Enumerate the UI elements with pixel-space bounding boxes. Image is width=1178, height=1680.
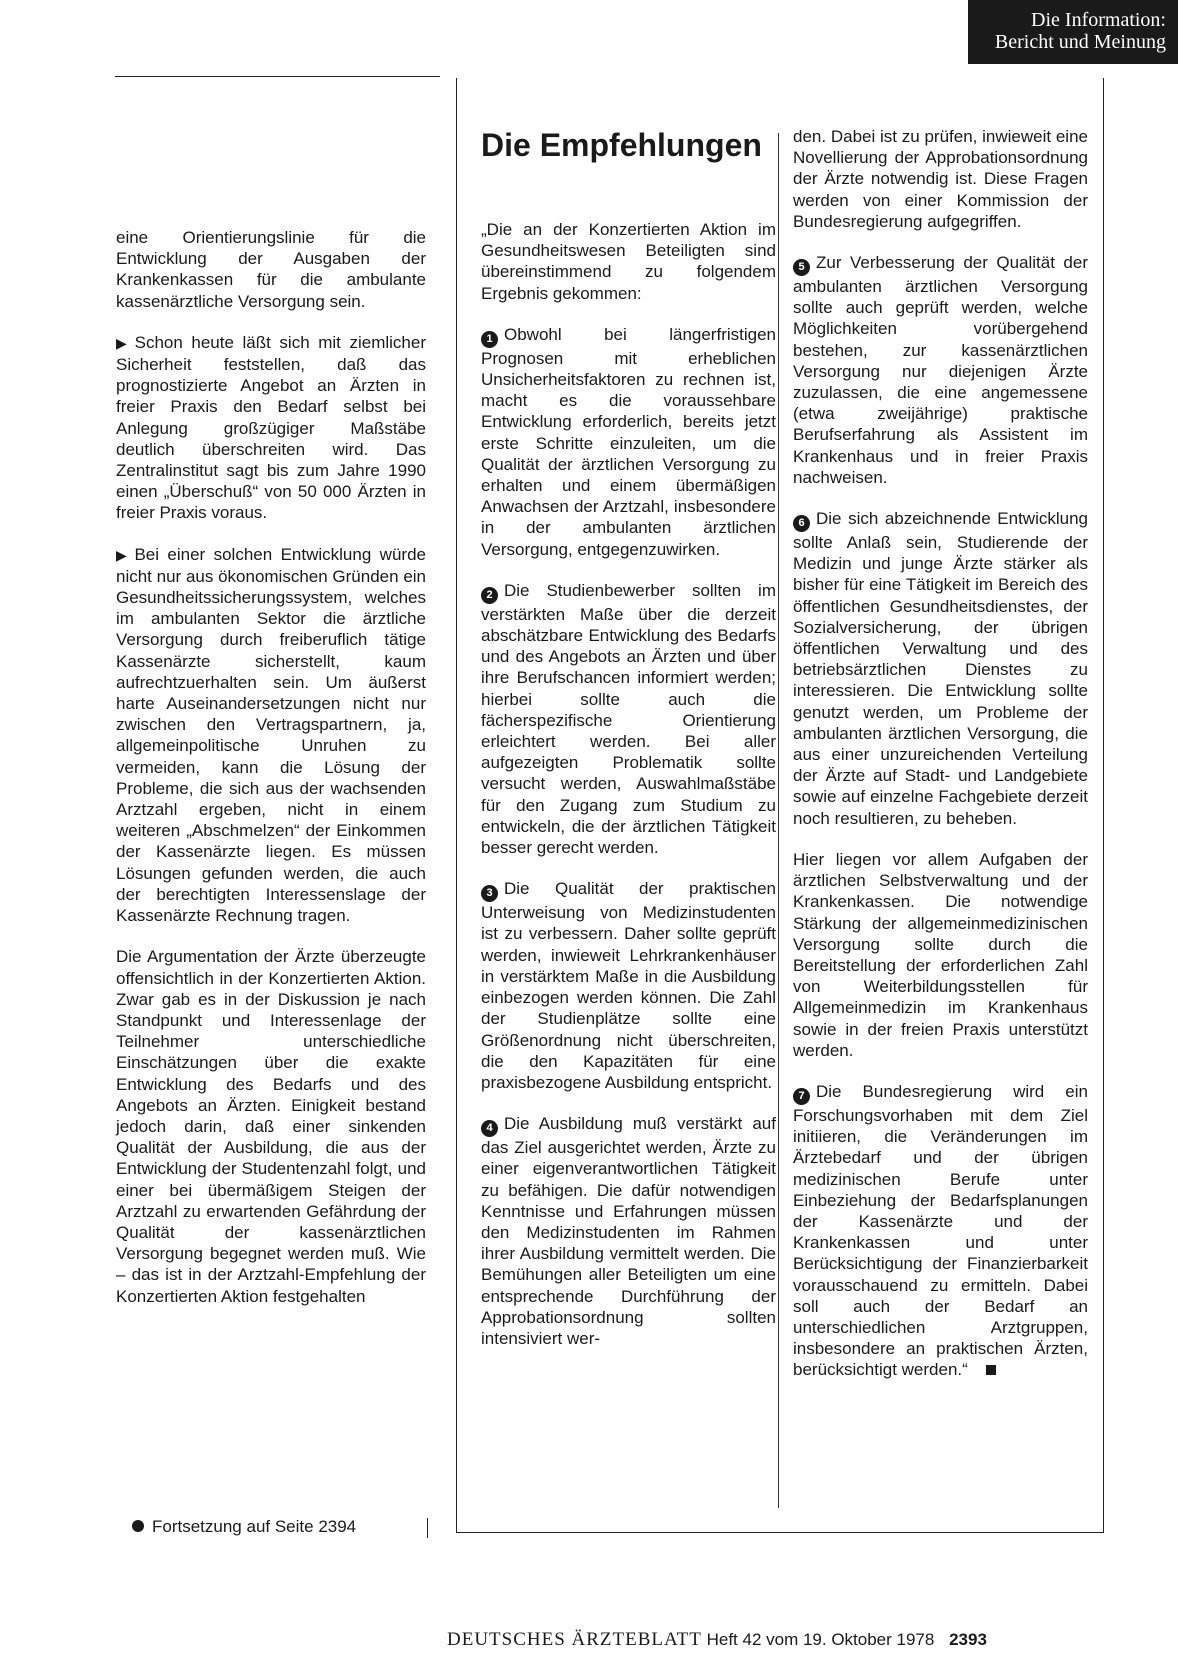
box-intro: „Die an der Konzertierten Aktion im Gesundheitswesen Beteiligten sind übereinstimmend zu folgendem Ergebnis gekommen: bbox=[481, 220, 776, 303]
recommendation-text: Die Bundesregierung wird ein Forschungsvorhaben mit dem Ziel initiieren, die Veränderungen im Ärztebedarf und der übrigen medizinischen Berufe unter Einbeziehung der Bedarfsplanungen der Kassenärzte und der Krankenkassen und unter Berücksichtigung der Finanzierbarkeit vorausschauend zu ermitteln. Dabei soll auch der Bedarf an unterschiedlichen Arztgruppen, insbesondere an praktischen Ärzten, berücksichtigt werden.“ bbox=[793, 1081, 1088, 1380]
recommendation-text: Obwohl bei längerfristigen Prognosen mit erheblichen Unsicherheitsfaktoren zu rechnen ist, macht es die voraussehbare Entwicklung erforderlich, bereits jetzt erste Schritte einzuleiten, um die Qualität der ärztlichen Versorgung zu erhalten und einem übermäßigen Anwachsen der Arztzahl, insbesondere in der ambulanten ärztlichen Versorgung, entgegenzuwirken. bbox=[481, 324, 776, 559]
recommendation-item bbox=[793, 508, 1088, 829]
recommendation-item bbox=[481, 324, 776, 560]
continuation-note bbox=[132, 1516, 356, 1537]
left-paragraph: Die Argumentation der Ärzte überzeugte offensichtlich in der Konzertierten Aktion. Zwar gab es in der Diskussion je nach Standpunkt und Interessenlage der Teilnehmer unterschiedliche Einschätzungen über die exakte Entwicklung des Bedarfs und des Angebots an Ärzten. Einigkeit bestand jedoch darin, daß einer sinkenden Qualität der Ausbildung, die aus der Entwicklung der Studentenzahl folgt, und einer bei übermäßigem Steigen der Arztzahl zu erwartenden Gefährdung der Qualität der kassenärztlichen Versorgung begegnet werden muß. Wie – das ist in der Arztzahl-Empfehlung der Konzertierten Aktion festgehalten bbox=[116, 947, 426, 1306]
box-continued-text: den. Dabei ist zu prüfen, inwieweit eine Novellierung der Approbationsordnung der Ärzte notwendig ist. Diese Fragen werden von einer Kommission der Bundesregierung aufgegriffen. bbox=[793, 127, 1088, 231]
number-badge-icon: 7 bbox=[793, 1088, 810, 1105]
left-paragraph bbox=[116, 332, 426, 524]
arrow-icon: ▶ bbox=[116, 334, 131, 351]
recommendation-item bbox=[481, 580, 776, 858]
end-mark-icon bbox=[986, 1365, 996, 1375]
recommendations-box bbox=[456, 78, 1104, 1533]
box-title: Die Empfehlungen bbox=[481, 127, 762, 163]
issue-info: Heft 42 vom 19. Oktober 1978 bbox=[706, 1630, 935, 1649]
left-vertical-rule bbox=[427, 1518, 428, 1538]
recommendation-text: Die Qualität der praktischen Unterweisung von Medizinstudenten ist zu verbessern. Daher sollte geprüft werden, inwieweit Lehrkrankenhäuser in verstärktem Maße in die Ausbildung einbezogen werden können. Die Zahl der Studienplätze sollte eine Größenordnung nicht überschreiten, die den Kapazitäten für eine praxisbezogene Ausbildung entspricht. bbox=[481, 879, 776, 1092]
box-column-2 bbox=[793, 126, 1088, 1401]
section-tag-line1: Die Information: bbox=[1031, 9, 1166, 31]
left-paragraph bbox=[116, 544, 426, 927]
number-badge-icon: 1 bbox=[481, 331, 498, 348]
recommendation-item bbox=[481, 1113, 776, 1349]
recommendation-item bbox=[793, 1081, 1088, 1381]
left-paragraph-text: Bei einer solchen Entwicklung würde nicht nur aus ökonomischen Gründen ein Gesundheitssicherungssystem, welches im ambulanten Sektor die ärztliche Versorgung durch freiberuflich tätige Kassenärzte sicherstellt, kaum aufrechtzuerhalten sein. Um äußerst harte Auseinandersetzungen nicht nur zwischen den Vertragspartnern, ja, allgemeinpolitische Unruhen zu vermeiden, kann die Lösung der Probleme, die sich aus der wachsenden Arztzahl ergeben, nicht in einem weiteren „Abschmelzen“ der Einkommen der Kassenärzte liegen. Es müssen Lösungen gefunden werden, die auch der berechtigten Interessenslage der Kassenärzte Rechnung tragen. bbox=[116, 544, 426, 926]
recommendation-text: Die sich abzeichnende Entwicklung sollte Anlaß sein, Studierende der Medizin und junge Ärzte stärker als bisher für eine Tätigkeit im Bereich des öffentlichen Gesundheitsdienstes, der Sozialversicherung, der übrigen öffentlichen Verwaltung und des betriebsärztlichen Dienstes zu interessieren. Die Entwicklung sollte genutzt werden, um Probleme der ambulanten ärztlichen Versorgung, die aus einer unzureichenden Verteilung der Ärzte auf Stadt- und Landgebiete sowie auf einzelne Fachgebiete derzeit noch resultieren, zu beheben. bbox=[793, 509, 1088, 828]
left-paragraph-text: Schon heute läßt sich mit ziemlicher Sicherheit feststellen, daß das prognostizierte Angebot an Ärzten in freier Praxis den Bedarf selbst bei Anlegung großzügiger Maßstäbe deutlich überschreiten wird. Das Zentralinstitut sagt bis zum Jahre 1990 einen „Überschuß“ von 50 000 Ärzten in freier Praxis voraus. bbox=[116, 332, 426, 523]
column-separator bbox=[778, 133, 779, 1508]
box-middle-text: Hier liegen vor allem Aufgaben der ärztlichen Selbstverwaltung und der Krankenkassen. Die notwendige Stärkung der allgemeinmedizinischen Versorgung sollte durch die Bereitstellung der erforderlichen Zahl von Weiterbildungsstellen für Allgemeinmedizin im Krankenhaus sowie in der freien Praxis unterstützt werden. bbox=[793, 849, 1088, 1060]
continuation-text: Fortsetzung auf Seite 2394 bbox=[152, 1517, 357, 1536]
top-rule bbox=[115, 76, 440, 77]
bullet-icon bbox=[132, 1520, 144, 1532]
number-badge-icon: 6 bbox=[793, 515, 810, 532]
page-footer bbox=[447, 1630, 1107, 1650]
recommendation-item bbox=[481, 878, 776, 1093]
page-number: 2393 bbox=[949, 1630, 987, 1649]
box-column-1 bbox=[481, 126, 776, 1369]
recommendation-text: Zur Verbesserung der Qualität der ambulanten ärztlichen Versorgung sollte auch geprüft werden, welche Möglichkeiten vorübergehend bestehen, zur kassenärztlichen Versorgung nur diejenigen Ärzte zuzulassen, die eine angemessene (etwa zweijährige) praktische Berufserfahrung als Assistent im Krankenhaus und in freier Praxis nachweisen. bbox=[793, 253, 1088, 487]
section-tag bbox=[968, 0, 1178, 64]
section-tag-line2: Bericht und Meinung bbox=[994, 31, 1166, 53]
number-badge-icon: 3 bbox=[481, 885, 498, 902]
left-column bbox=[116, 227, 426, 1327]
number-badge-icon: 2 bbox=[481, 587, 498, 604]
arrow-icon: ▶ bbox=[116, 546, 131, 563]
recommendation-text: Die Ausbildung muß verstärkt auf das Ziel ausgerichtet werden, Ärzte zu einer eigenverantwortlichen Tätigkeit zu befähigen. Die dafür notwendigen Kenntnisse und Erfahrungen müssen den Medizinstudenten im Rahmen ihrer Ausbildung vermittelt werden. Die Bemühungen aller Beteiligten um eine entsprechende Durchführung der Approbationsordnung sollten intensiviert wer- bbox=[481, 1114, 776, 1348]
number-badge-icon: 4 bbox=[481, 1120, 498, 1137]
recommendation-text: Die Studienbewerber sollten im verstärkten Maße über die derzeit abschätzbare Entwicklung des Bedarfs und des Angebots an Ärzten und über ihre Berufschancen informiert werden; hierbei sollte auch die fächerspezifische Orientierung erleichtert werden. Bei aller aufgezeigten Problematik sollte versucht werden, Auswahlmaßstäbe für den Zugang zum Studium zu entwickeln, die der ärztlichen Tätigkeit besser gerecht werden. bbox=[481, 580, 776, 858]
recommendation-item bbox=[793, 252, 1088, 488]
number-badge-icon: 5 bbox=[793, 259, 810, 276]
left-paragraph: eine Orientierungslinie für die Entwicklung der Ausgaben der Krankenkassen für die ambulante kassenärztliche Versorgung sein. bbox=[116, 228, 426, 311]
magazine-name: DEUTSCHES ÄRZTEBLATT bbox=[447, 1629, 702, 1650]
